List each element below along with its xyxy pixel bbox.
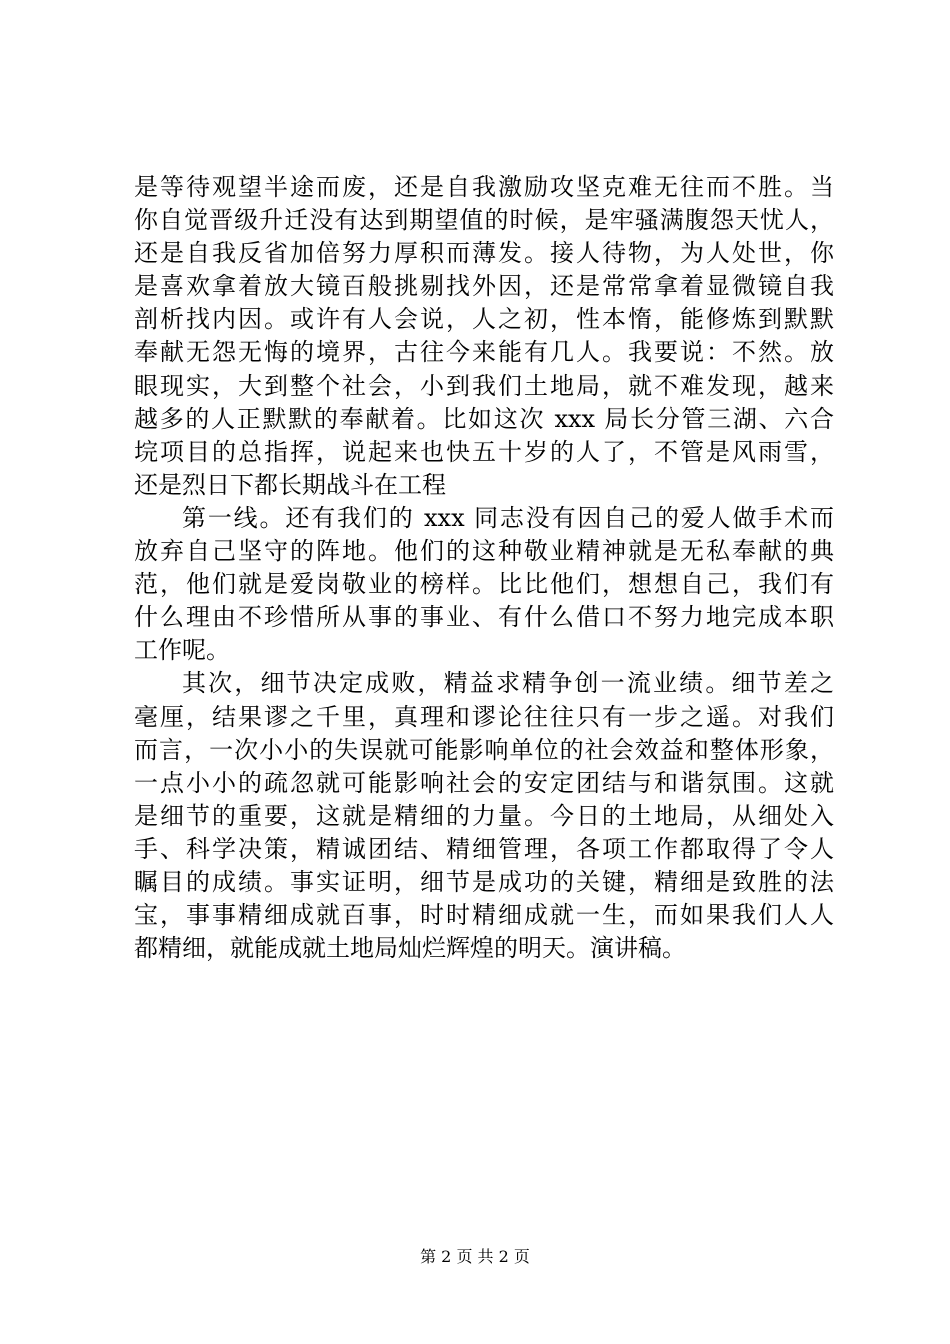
text-line: 是喜欢拿着放大镜百般挑剔找外因，还是常常拿着显微镜自我 (134, 272, 834, 301)
text-line: 毫厘，结果谬之千里，真理和谬论往往只有一步之遥。对我们 (134, 702, 834, 731)
text-line: 你自觉晋级升迁没有达到期望值的时候，是牢骚满腹怨天忧人， (134, 206, 834, 235)
text-line: 工作呢。 (134, 636, 230, 665)
text-line: 放弃自己坚守的阵地。他们的这种敬业精神就是无私奉献的典 (134, 537, 834, 566)
text-line: 范，他们就是爱岗敬业的榜样。比比他们，想想自己，我们有 (134, 570, 834, 599)
text-line: 剖析找内因。或许有人会说，人之初，性本惰，能修炼到默默 (134, 305, 834, 334)
text-line: 还是自我反省加倍努力厚积而薄发。接人待物，为人处世，你 (134, 239, 834, 268)
page-number-footer: 第 2 页 共 2 页 (420, 1247, 530, 1266)
text-line: 眼现实，大到整个社会，小到我们土地局，就不难发现，越来 (134, 371, 834, 400)
text-line: 手、科学决策，精诚团结、精细管理，各项工作都取得了令人 (134, 834, 834, 863)
text-line: 是细节的重要，这就是精细的力量。今日的土地局，从细处入 (134, 801, 834, 830)
text-line: 垸项目的总指挥，说起来也快五十岁的人了，不管是风雨雪， (134, 437, 834, 466)
text-line: 还是烈日下都长期战斗在工程 (134, 470, 446, 499)
paragraph-start-line: 其次，细节决定成败，精益求精争创一流业绩。细节差之 (182, 669, 834, 698)
paragraph-start-line: 第一线。还有我们的 xxx 同志没有因自己的爱人做手术而 (182, 503, 834, 532)
document-body (134, 171, 834, 965)
text-line: 奉献无怨无悔的境界，古往今来能有几人。我要说：不然。放 (134, 338, 834, 367)
text-line: 什么理由不珍惜所从事的事业、有什么借口不努力地完成本职 (134, 603, 834, 632)
text-line: 宝，事事精细成就百事，时时精细成就一生，而如果我们人人 (134, 901, 834, 930)
text-line: 都精细，就能成就土地局灿烂辉煌的明天。演讲稿。 (134, 934, 686, 963)
text-line: 是等待观望半途而废，还是自我激励攻坚克难无往而不胜。当 (134, 173, 834, 201)
text-line: 一点小小的疏忽就可能影响社会的安定团结与和谐氛围。这就 (134, 768, 834, 797)
text-line: 越多的人正默默的奉献着。比如这次 xxx 局长分管三湖、六合 (134, 404, 834, 433)
text-line: 而言，一次小小的失误就可能影响单位的社会效益和整体形象， (134, 735, 834, 764)
text-line: 瞩目的成绩。事实证明，细节是成功的关键，精细是致胜的法 (134, 867, 834, 896)
